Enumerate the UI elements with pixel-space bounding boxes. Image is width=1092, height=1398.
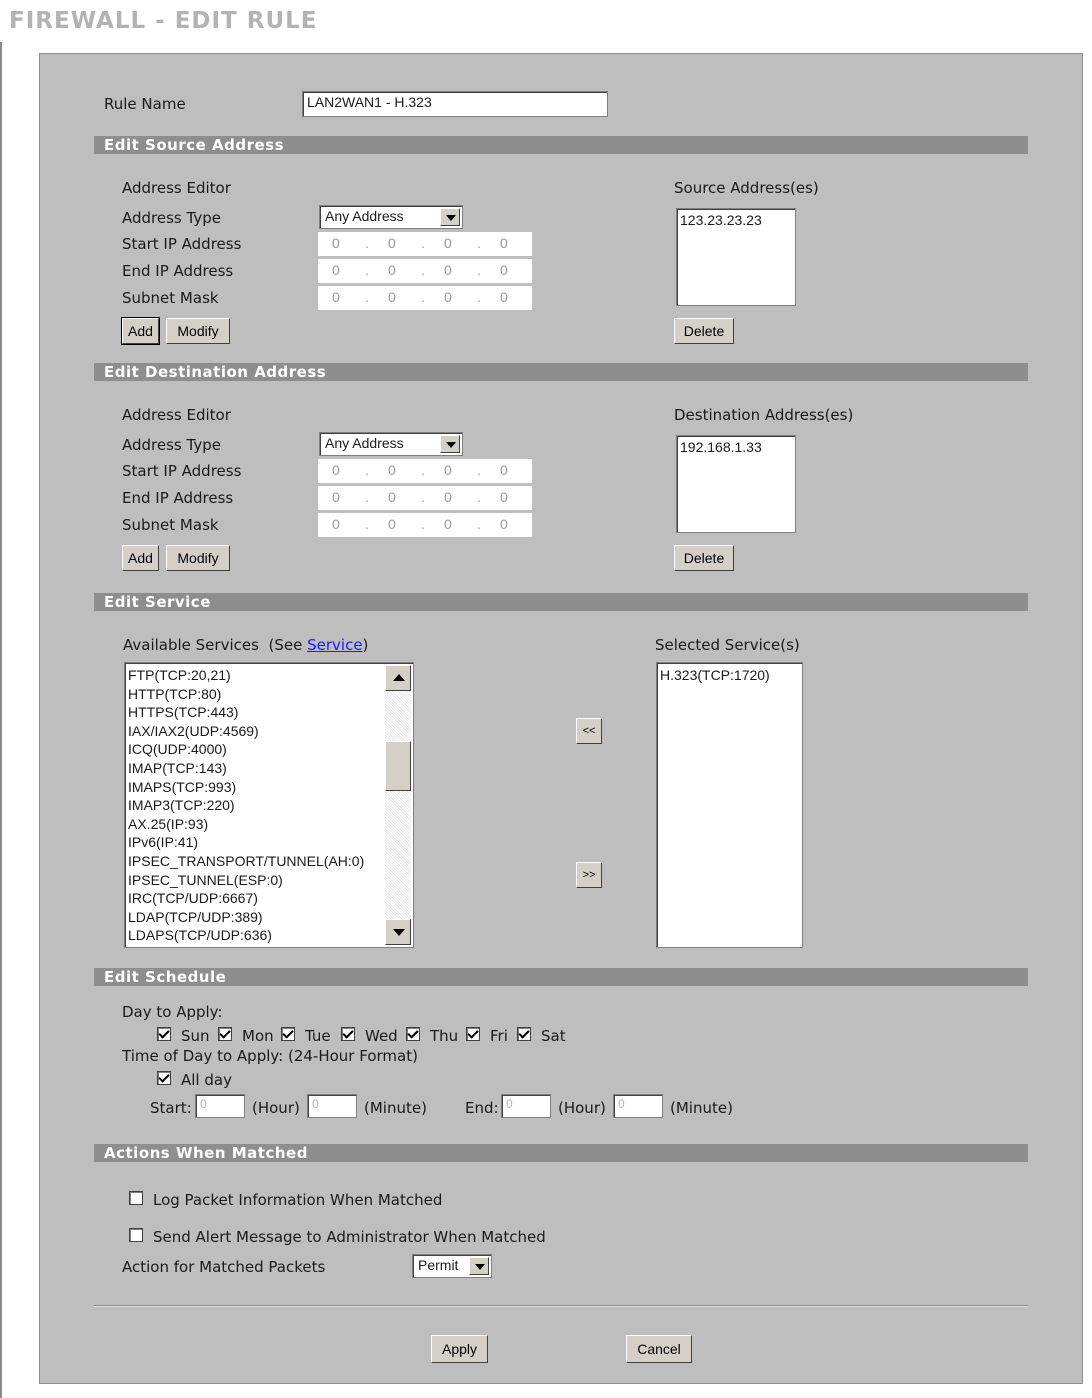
ip-octet: 0: [444, 262, 452, 278]
ip-dot: .: [477, 489, 481, 505]
ip-octet: 0: [332, 235, 340, 251]
page-title: FIREWALL - EDIT RULE: [9, 8, 318, 34]
destination-delete-button[interactable]: Delete: [674, 545, 734, 571]
apply-button[interactable]: Apply: [431, 1335, 488, 1363]
schedule-section-header: Edit Schedule: [94, 968, 1028, 986]
log-packet-label: Log Packet Information When Matched: [153, 1191, 443, 1209]
source-address-type-value: Any Address: [325, 208, 404, 224]
day-label-mon: Mon: [242, 1027, 274, 1045]
available-service-item[interactable]: AX.25(IP:93): [128, 815, 209, 832]
ip-octet: 0: [500, 289, 508, 305]
ip-dot: .: [477, 462, 481, 478]
available-service-item[interactable]: HTTPS(TCP:443): [128, 704, 239, 721]
ip-dot: .: [421, 262, 425, 278]
chevron-down-icon[interactable]: [440, 208, 460, 226]
available-service-item[interactable]: IMAPS(TCP:993): [128, 778, 237, 795]
ip-octet: 0: [444, 516, 452, 532]
source-address-type-label: Address Type: [122, 209, 221, 227]
destination-addresses-label: Destination Address(es): [674, 406, 854, 424]
ip-dot: .: [421, 235, 425, 251]
move-left-button[interactable]: <<: [576, 718, 602, 744]
ip-octet: 0: [388, 462, 396, 478]
available-service-item[interactable]: IRC(TCP/UDP:6667): [128, 890, 258, 907]
destination-address-type-value: Any Address: [325, 435, 404, 451]
left-border: [0, 42, 2, 1398]
day-label-fri: Fri: [490, 1027, 508, 1045]
ip-dot: .: [421, 489, 425, 505]
source-start-ip-label: Start IP Address: [122, 235, 242, 253]
day-to-apply-label: Day to Apply:: [122, 1003, 223, 1021]
ip-dot: .: [365, 516, 369, 532]
end-hour-unit-label: (Hour): [558, 1099, 606, 1117]
actions-section-header: Actions When Matched: [94, 1144, 1028, 1162]
selected-services-list[interactable]: [656, 662, 803, 948]
ip-octet: 0: [332, 462, 340, 478]
source-modify-button[interactable]: Modify: [166, 318, 230, 344]
ip-dot: .: [421, 462, 425, 478]
day-checkbox-fri[interactable]: [466, 1027, 480, 1041]
ip-octet: 0: [388, 489, 396, 505]
ip-octet: 0: [444, 235, 452, 251]
destination-address-item[interactable]: 192.168.1.33: [680, 439, 762, 455]
ip-octet: 0: [332, 489, 340, 505]
ip-dot: .: [477, 289, 481, 305]
ip-octet: 0: [500, 235, 508, 251]
ip-dot: .: [477, 235, 481, 251]
ip-dot: .: [477, 262, 481, 278]
day-label-thu: Thu: [430, 1027, 459, 1045]
ip-octet: 0: [332, 516, 340, 532]
ip-dot: .: [421, 289, 425, 305]
see-suffix: ): [362, 636, 369, 654]
rule-name-input[interactable]: LAN2WAN1 - H.323: [302, 91, 608, 117]
destination-end-ip-label: End IP Address: [122, 489, 234, 507]
action-matched-value: Permit: [418, 1257, 459, 1273]
day-checkbox-mon[interactable]: [218, 1027, 232, 1041]
log-packet-checkbox[interactable]: [129, 1191, 143, 1205]
ip-octet: 0: [500, 516, 508, 532]
day-checkbox-tue[interactable]: [281, 1027, 295, 1041]
day-label-wed: Wed: [365, 1027, 398, 1045]
available-services-label-row: [123, 636, 368, 654]
destination-modify-button[interactable]: Modify: [166, 545, 230, 571]
start-minute-unit-label: (Minute): [364, 1099, 427, 1117]
footer-divider: [94, 1305, 1028, 1307]
available-services-label: Available Services: [123, 636, 259, 654]
available-service-item[interactable]: IPSEC_TUNNEL(ESP:0): [128, 871, 283, 888]
destination-subnet-mask-input[interactable]: [318, 513, 532, 537]
source-address-item[interactable]: 123.23.23.23: [680, 212, 762, 228]
day-label-sat: Sat: [541, 1027, 566, 1045]
source-delete-button[interactable]: Delete: [674, 318, 734, 344]
chevron-down-icon[interactable]: [469, 1257, 489, 1275]
selected-service-item[interactable]: H.323(TCP:1720): [660, 667, 770, 683]
day-checkbox-sun[interactable]: [157, 1027, 171, 1041]
source-add-button[interactable]: Add: [122, 318, 159, 344]
chevron-down-icon[interactable]: [440, 435, 460, 453]
destination-address-type-select[interactable]: [319, 432, 463, 456]
ip-dot: .: [365, 235, 369, 251]
day-label-tue: Tue: [305, 1027, 331, 1045]
destination-start-ip-input[interactable]: [318, 459, 532, 483]
destination-addresses-list[interactable]: [676, 435, 796, 533]
ip-octet: 0: [388, 289, 396, 305]
available-service-item[interactable]: LDAPS(TCP/UDP:636): [128, 927, 272, 944]
available-service-item[interactable]: FTP(TCP:20,21): [128, 667, 231, 683]
all-day-label: All day: [181, 1071, 232, 1089]
day-checkbox-wed[interactable]: [341, 1027, 355, 1041]
start-hour-input[interactable]: 0: [195, 1094, 245, 1118]
ip-dot: .: [365, 289, 369, 305]
available-services-list[interactable]: [124, 662, 414, 948]
available-service-item[interactable]: IAX/IAX2(UDP:4569): [128, 722, 259, 739]
start-label: Start:: [150, 1099, 192, 1117]
destination-subnet-mask-label: Subnet Mask: [122, 516, 219, 534]
see-prefix: (See: [268, 636, 303, 654]
destination-add-button[interactable]: Add: [122, 545, 159, 571]
ip-octet: 0: [444, 462, 452, 478]
ip-octet: 0: [332, 289, 340, 305]
available-service-item[interactable]: HTTP(TCP:80): [128, 685, 222, 702]
start-minute-input[interactable]: 0: [307, 1094, 357, 1118]
action-matched-label: Action for Matched Packets: [122, 1258, 326, 1276]
day-label-sun: Sun: [181, 1027, 210, 1045]
ip-octet: 0: [500, 489, 508, 505]
destination-section-header: Edit Destination Address: [94, 363, 1028, 381]
available-service-item[interactable]: IMAP3(TCP:220): [128, 797, 235, 814]
source-end-ip-label: End IP Address: [122, 262, 234, 280]
selected-services-label: Selected Service(s): [655, 636, 800, 654]
ip-dot: .: [421, 516, 425, 532]
ip-octet: 0: [500, 262, 508, 278]
source-address-type-select[interactable]: [319, 205, 463, 229]
start-hour-unit-label: (Hour): [252, 1099, 300, 1117]
available-services-items: [125, 663, 413, 945]
destination-address-type-label: Address Type: [122, 436, 221, 454]
edit-rule-panel: [39, 53, 1083, 1384]
scroll-down-arrow-icon[interactable]: [385, 919, 411, 945]
source-start-ip-input[interactable]: [318, 232, 532, 256]
available-service-item[interactable]: IPv6(IP:41): [128, 834, 199, 851]
end-label: End:: [465, 1099, 499, 1117]
source-end-ip-input[interactable]: [318, 259, 532, 283]
service-section-header: Edit Service: [94, 593, 1028, 611]
ip-octet: 0: [332, 262, 340, 278]
ip-octet: 0: [388, 262, 396, 278]
ip-dot: .: [477, 516, 481, 532]
end-minute-input[interactable]: 0: [613, 1094, 663, 1118]
time-of-day-label: Time of Day to Apply: (24-Hour Format): [122, 1047, 418, 1065]
destination-start-ip-label: Start IP Address: [122, 462, 242, 480]
ip-dot: .: [365, 462, 369, 478]
source-addresses-list[interactable]: [676, 208, 796, 306]
ip-octet: 0: [444, 289, 452, 305]
source-section-header: Edit Source Address: [94, 136, 1028, 154]
all-day-checkbox[interactable]: [157, 1071, 171, 1085]
destination-end-ip-input[interactable]: [318, 486, 532, 510]
available-service-item[interactable]: IMAP(TCP:143): [128, 759, 227, 776]
ip-dot: .: [365, 489, 369, 505]
move-right-button[interactable]: >>: [576, 862, 602, 888]
day-checkbox-sat[interactable]: [517, 1027, 531, 1041]
source-subnet-mask-label: Subnet Mask: [122, 289, 219, 307]
end-minute-unit-label: (Minute): [670, 1099, 733, 1117]
ip-octet: 0: [388, 516, 396, 532]
available-services-scrollbar[interactable]: [385, 665, 411, 945]
source-subnet-mask-input[interactable]: [318, 286, 532, 310]
source-addresses-label: Source Address(es): [674, 179, 819, 197]
destination-address-editor-label: Address Editor: [122, 406, 231, 424]
send-alert-label: Send Alert Message to Administrator When Matched: [153, 1228, 546, 1246]
ip-octet: 0: [388, 235, 396, 251]
service-link[interactable]: Service: [307, 636, 363, 654]
rule-name-label: Rule Name: [104, 95, 186, 113]
available-service-item[interactable]: ICQ(UDP:4000): [128, 741, 227, 758]
available-service-item[interactable]: IPSEC_TRANSPORT/TUNNEL(AH:0): [128, 852, 365, 869]
scroll-up-arrow-icon[interactable]: [385, 665, 411, 691]
available-service-item[interactable]: LDAP(TCP/UDP:389): [128, 908, 263, 925]
cancel-button[interactable]: Cancel: [626, 1335, 692, 1363]
day-checkbox-thu[interactable]: [406, 1027, 420, 1041]
action-matched-select[interactable]: [412, 1254, 492, 1278]
ip-dot: .: [365, 262, 369, 278]
ip-octet: 0: [444, 489, 452, 505]
end-hour-input[interactable]: 0: [501, 1094, 551, 1118]
scroll-thumb[interactable]: [385, 741, 411, 791]
ip-octet: 0: [500, 462, 508, 478]
send-alert-checkbox[interactable]: [129, 1228, 143, 1242]
source-address-editor-label: Address Editor: [122, 179, 231, 197]
